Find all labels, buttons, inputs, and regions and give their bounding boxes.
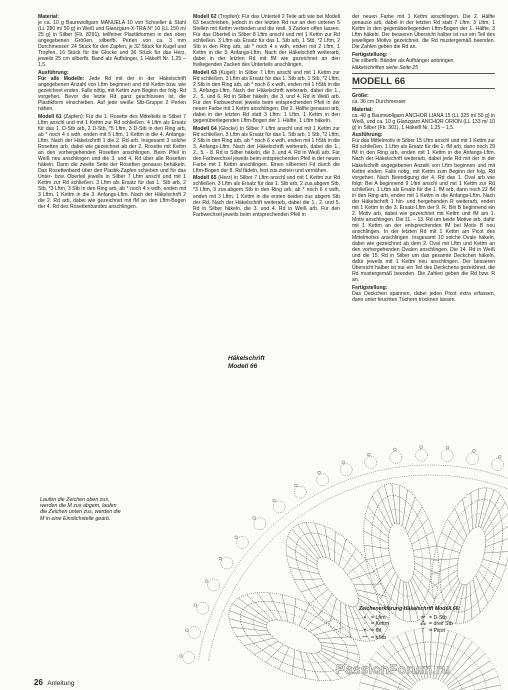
oval-stitch	[365, 514, 389, 541]
edge-picot	[342, 461, 345, 464]
oval-stitch	[347, 560, 366, 575]
oval-stitch	[237, 622, 271, 649]
fuer-alle-text: Jede Rd mit der in der Häkelschrift angegebenen Anzahl von Lftm beginnen und mit Kettm bzw. wie gezeichnet enden. Falls nötig, mit Kettm zum Beginn der folg. Rd vorgehen. Bevor die letzte Rd ganz geschlossen ist, die Plastikform einschieben. Auf jede weiße Stb-Gruppe 2 Perlen nähen.	[38, 75, 186, 113]
fertigstellung66-heading: Fertigstellung:	[352, 284, 388, 291]
oval-stitch	[305, 523, 336, 558]
fertigstellung-text: Die silberfb. Bänder als Aufhänger anbringen.	[352, 57, 455, 64]
modell61-heading: Modell 61	[38, 113, 62, 120]
oval-stitch	[329, 539, 356, 565]
oval-stitch	[286, 599, 303, 624]
oval-stitch	[485, 508, 508, 541]
chart-label	[228, 355, 265, 370]
symbol-legend	[359, 606, 499, 642]
groesse-text: ca. 36 cm Durchmesser	[352, 99, 406, 106]
edge-scallop	[415, 449, 427, 461]
edge-scallop	[365, 456, 377, 468]
oval-stitch	[432, 565, 457, 593]
edge-picot	[205, 580, 208, 583]
chart-label-line2: Modell 66	[228, 362, 258, 370]
edge-picot	[219, 557, 222, 560]
motif-ring	[408, 678, 452, 690]
picot-icon: ᛉ	[421, 628, 425, 635]
edge-scallop	[390, 451, 402, 463]
oval-stitch	[299, 604, 309, 626]
oval-stitch	[261, 593, 291, 621]
oval-stitch	[414, 552, 439, 565]
oval-stitch	[389, 484, 399, 524]
oval-stitch	[368, 503, 389, 535]
oval-stitch	[298, 653, 328, 681]
oval-round	[310, 551, 366, 613]
fertigstellung66-text: Das Deckchen spannen, dabei jeden Picot extra erfassen, dann unter feuchten Tüchern trocknen lassen.	[352, 290, 495, 303]
slip-stitch-icon: ◦	[363, 621, 367, 628]
motif-spoke	[451, 677, 498, 690]
oval-stitch	[413, 546, 437, 551]
legend-label: = Lftm	[371, 614, 386, 621]
oval-stitch	[285, 650, 302, 675]
modell63-text: (Kugel): In Silber 7 Lftm anschl und mit 1 Kettm zur Rd schließen. 3 Lftm als Ersatz für das 1. Stb arb, 1 Stb, *2 Lftm, 2 Stb in den Ring arb, ab * noch 6 x wdh, enden mit 1 hStb in die 3. Anfangs-Lftm. Nach der Häkelschrift weiterarb, dabei die 1., 2., 5. und 6. Rd in Silber häkeln, die 3. und 4. Rd in Weiß arb. Für den Farbwechsel jeweils beim entsprechenden Pfeil in der neuen Farbe mit 1 Kettm anschlingen. Die 2. Hälfte genauso arb, dabei in der letzten Rd statt 3 Lftm: 1 Lftm, 1 Kettm in den gegenüberliegenden Lftm-Bogen der 1. Hälfte, 1 Lftm häkeln.	[193, 69, 340, 125]
chart-label-line1: Häkelschrift	[228, 355, 265, 362]
oval-stitch	[414, 565, 438, 592]
edge-picot	[446, 446, 449, 449]
motif-spoke	[448, 661, 490, 688]
edge-picot	[194, 604, 197, 607]
oval-stitch	[229, 608, 266, 627]
oval-stitch	[242, 595, 278, 621]
oval-stitch	[484, 499, 505, 536]
oval-stitch	[376, 572, 400, 599]
legend-label: = D-Stb	[429, 614, 447, 621]
oval-stitch	[474, 571, 500, 593]
legend-item	[417, 614, 475, 621]
legend-label: = dreif Stb	[429, 621, 453, 628]
modell64-heading: Modell 64	[193, 125, 217, 132]
oval-stitch	[305, 607, 322, 632]
legend-label: = Picot	[429, 628, 446, 635]
chart-note: Laufen die Zeichen oben zus, werden die M zus abgem, laufen die Zeichen unten zus, werden die M in eine Einstichstelle gearb.	[40, 497, 121, 522]
oval-stitch	[266, 641, 283, 666]
legend-item	[359, 635, 417, 642]
legend-item	[359, 628, 417, 635]
oval-stitch	[364, 541, 389, 554]
oval-stitch	[231, 604, 268, 623]
modell64-text: (Glocke) In Silber 7 Lftm anschl und mit 1 Kettm zur Rd schließen. 3 Lftm als Ersatz für das 1. Stb arb, 1 Stb, *2 Lftm, 2 Stb in den Ring arb, ab * noch 6 x wdh, enden mit 1 hStb in die 3. Anfangs-Lftm. Nach der Häkelschrift weiterarb, dabei die 1., 2., 5. - 8. Rd in Silber häkeln, die 3. und 4. Rd in Weiß arb. Für den Farbwechsel jeweils beim entsprechenden Pfeil in der neuen Farbe mit 1 Kettm anschlingen. Einen silbernen Fd durch die Lftm-Bogen der 8. Rd fädeln, fest zus.ziehen und vernähen.	[193, 125, 340, 174]
modell61-text: (Zapfen): Für die 1. Rosette des Mittelteils in Silber 7 Lftm anschl und mit 1 Kettm zur Rd schließen. 4 Lftm als Ersatz für das 1. D-Stb arb, 2 D-Stb, *5 Lftm, 3 D-Stb in den Ring arb, ab * noch 4 x wdh, enden mit 5 Lftm, 1 Kettm in die 4. Anfangs-Lftm. Nach der Häkelschrift 1 die 2. Rd arb. Insgesamt 3 solche Rosetten arb, dabei wie gezeichnet ab der 2. Rosette mit Kettm an den vorhergehenden Rosetten anschlingen. Beim Pfeil in Weiß neu anschlingen und die 3. und 4. Rd über alle Rosetten häkeln. Dann die zweite Seite der Rosetten genauso behäkeln. Das Rosettenband über den Plastik-Zapfen schieben und für das Unter- bzw. Oberteil jeweils in Silber 7 Lftm anschl und mit 1 Kettm zur Rd schließen. 3 Lftm als Ersatz für das 1. Stb arb, 2 Stb, *3 Lftm, 3 Stb in den Ring arb, ab * noch 4 x wdh, enden mit 3 Lftm, 1 Kettm in die 3. Anfangs-Lftm. Nach der Häkelschrift 2 die 2. Rd arb, dabei wie gezeichnet mit fM an den Lftm-Bogen der 4. Rd des Rosettenbandes anschlingen.	[38, 113, 187, 211]
continuation-paragraph: der neuen Farbe mit 1 Kettm anschlingen. Die 2. Hälfte genauso arb, dabei in der letzten Rd statt 7 Lftm: 3 Lftm, 1 Kettm in den gegenüberliegenden Lftm-Bogen der 1. Hälfte, 3 Lftm häkeln. Der besseren Übersicht halber ist nur ein Teil des jeweiligen Motivs gezeichnet, die Rd mustergemäß beenden. Die Zahlen geben die Rd an.	[352, 14, 495, 51]
edge-picot	[253, 517, 256, 520]
footer-section: Anleitung	[47, 680, 75, 687]
ausfuehrung-heading: Ausführung:	[38, 69, 69, 76]
oval-stitch	[484, 545, 508, 559]
oval-round	[384, 521, 419, 584]
oval-round	[373, 506, 429, 600]
oval-stitch	[279, 647, 289, 669]
oval-stitch	[320, 531, 350, 561]
oval-stitch	[396, 490, 414, 526]
oval-stitch	[483, 559, 506, 566]
edge-scallop	[294, 486, 306, 498]
treble-crochet-icon: ╪	[420, 614, 426, 621]
legend-column-right	[417, 614, 475, 641]
oval-stitch	[319, 598, 346, 624]
oval-stitch	[432, 558, 458, 580]
material66-heading: Material:	[352, 106, 373, 113]
modell65-heading: Modell 65	[193, 175, 217, 182]
edge-picot	[393, 448, 396, 451]
oval-stitch	[476, 488, 489, 527]
edge-picot	[185, 629, 188, 632]
modell62-text: (Tropfen): Für das Unterteil 2 Teile arb wie bei Modell 63 beschrieben, jedoch in der letzten Rd nur an den unteren 5 Stellen mit Kettm verbinden und die restl. 3 Zacken offen lassen. Für das Oberteil in Silber 8 Lftm anschl und mit 1 Kettm zur Rd schließen. 3 Lftm als Ersatz für das 1. Stb arb, 1 Stb, *2 Lftm, 2 Stb in den Ring arb, ab * noch 4 x wdh, enden mit 2 Lftm, 1 Kettm in die 3. Anfangs-Lftm. Nach der Häkelschrift weiterarb, dabei in der letzten Rd mit fM wie gezeichnet an den freiliegenden Zacken des Unterteils anschlingen.	[193, 14, 340, 69]
edge-scallop	[208, 579, 220, 591]
oval-stitch	[485, 531, 508, 553]
material66-text: ca. 40 g Baumwollgarn ANCHOR LIANA 15 (LL 325 m/ 50 g) in Weiß, und ca. 10 g Glanzgarn ANCHOR ORION (LL 133 m/ 10 g) in Silber (Fb. 301), 1 Häkelfl Nr. 1,25 – 1,5.	[352, 112, 495, 131]
oval-stitch	[479, 565, 504, 579]
edge-scallop	[340, 464, 352, 476]
oval-stitch	[289, 555, 319, 585]
ausfuehrung66-text: Für das Mittelmotiv in Silber 15 Lftm anschl und mit 1 Kettm zur Rd schließen. 1 Lftm als Ersatz für die 1. fM arb, dann noch 29 fM in den Ring arb, enden mit 1 Kettm in die Anfangs-Lftm. Nach der Häkelschrift weiterarb, dabei jede Rd mit der in der Häkelschrift angegebenen Anzahl von Lftm beginnen und mit Kettm enden. Falls nötig, mit Kettm zum Beginn der folg. Rd vorgehen. Nach Beendigung der 4. Rd das 1. Oval arb wie folgt: Bei A beginnend 9 Lftm anschl und mit 1 Kettm zur Rd schließen. 1 Lftm als Ersatz für die 1. fM arb, dann noch 22 fM in den Ring arb, enden mit 1 Kettm in die Anfangs-Lftm. Nach der Häkelschrift 1 hin- und hergehenden R weiterarb, enden mit 1 Kettm in die 3. Ersatz-Lftm der 9. R. Bei B beginnend ein 2. Motiv arb, dabei wie gezeichnet mit Kettm und fM am 1. Motiv anschlingen. Die 11. – 13. Rd um beide Motive arb, dafür mit 1 Kettm an der entsprechenden fM bei Motiv B neu anschlingen. In der letzten Rd mit 1 Kettm am Picot des Mittelmotivs anschlingen. Insgesamt 10 solche Ovale häkeln, dabei wie gezeichnet ab dem 2. Oval mit Lftm und Kettm an den vorhergehenden Ovalen anschlingen. Die 14. Rd in Weiß und die 15. Rd in Silber um das gesamte Deckchen häkeln, dafür jeweils mit 1 Kettm neu anschlingen. Der besseren Übersicht halber ist nur ein Teil des Deckchens gezeichnet, die Rd mustergemäß beenden. Die Zahlen geben die Rd bzw. R an.	[352, 138, 495, 284]
legend-label: = hStb	[371, 634, 387, 641]
edge-scallop	[317, 474, 329, 486]
oval-stitch	[304, 653, 338, 680]
edge-picot	[235, 536, 238, 539]
oval-round	[363, 490, 440, 615]
oval-stitch	[338, 549, 362, 570]
half-double-icon: ꟷ	[362, 634, 368, 641]
edge-picot	[273, 499, 276, 502]
edge-picot	[179, 655, 182, 658]
fertigstellung-heading: Fertigstellung:	[352, 51, 388, 58]
oval-round	[452, 524, 492, 588]
material-heading: Material:	[38, 14, 59, 20]
oval-stitch	[364, 527, 389, 547]
oval-stitch	[439, 532, 464, 546]
oval-stitch	[443, 519, 469, 541]
oval-stitch	[410, 532, 435, 545]
fuer-alle-heading: Für alle Modelle:	[38, 75, 85, 82]
oval-stitch	[309, 589, 328, 604]
triple-treble-icon: ⁂	[420, 621, 426, 628]
oval-stitch	[244, 628, 274, 656]
oval-stitch	[294, 566, 321, 592]
edge-scallop	[441, 450, 453, 462]
oval-stitch	[469, 489, 487, 528]
edge-picot	[420, 446, 423, 449]
edge-picot	[473, 449, 476, 452]
edge-scallop	[183, 651, 195, 663]
legend-label: = Kettm	[371, 621, 390, 628]
edge-scallop	[492, 458, 504, 470]
ausfuehrung66-heading: Ausführung:	[352, 132, 383, 139]
oval-stitch	[368, 561, 393, 574]
chain-stitch-icon: ▪	[363, 614, 367, 621]
edge-scallop	[197, 602, 209, 614]
edge-scallop	[467, 453, 479, 465]
edge-scallop	[254, 518, 266, 530]
edge-picot	[367, 453, 370, 456]
oval-stitch	[314, 594, 338, 615]
legend-title: Zeichenerklärung Häkelschrift Modell 66:	[359, 606, 461, 612]
oval-stitch	[254, 635, 278, 662]
legend-label: = fM	[371, 628, 382, 635]
material-text: je ca. 10 g Baumwollgarn MANUELA 10 von Schoeller & Stahl (LL 280 m/ 50 g) in Weiß und Glanzgarn-X-TRA N° 10 (LL 150 m/ 25 g) in Silber (Fb. 8291), teilfeiner Plastikformen in den oben angegebenen Größen, silberfb. Perlen von ca. 3 mm Durchmesser: 24 Stück für den Zapfen, je 32 Stück für Kugel und Tropfen, 16 Stück für die Glocke und 36 Stück für das Herz, jeweils 25 cm silberfb. Band als Aufhänger, 1 Häkelfl Nr. 1,25 – 1,5.	[38, 20, 186, 69]
legend-column-left	[359, 614, 417, 641]
legend-item	[359, 621, 417, 628]
oval-stitch	[286, 538, 317, 573]
edge-scallop	[273, 501, 285, 513]
edge-picot	[498, 455, 501, 458]
oval-stitch	[366, 555, 390, 560]
oval-round	[262, 613, 327, 660]
modell63-heading: Modell 63	[193, 69, 217, 76]
legend-item	[359, 614, 417, 621]
legend-item	[417, 628, 475, 635]
edge-picot	[318, 471, 321, 474]
single-crochet-icon: +	[363, 628, 367, 635]
oval-stitch	[351, 565, 375, 586]
oval-stitch	[292, 528, 318, 561]
haekelschrift-reference: Häkelschriften siehe Seite 25	[352, 65, 418, 72]
modell62-heading: Modell 62	[193, 14, 217, 20]
oval-stitch	[314, 618, 344, 646]
oval-stitch	[433, 552, 458, 566]
oval-stitch	[481, 489, 494, 528]
oval-stitch	[321, 639, 359, 662]
motif-spoke	[447, 654, 485, 686]
oval-round	[246, 600, 343, 673]
edge-scallop	[221, 557, 233, 569]
page-footer	[34, 678, 74, 687]
oval-stitch	[414, 558, 439, 578]
oval-stitch	[483, 493, 501, 532]
modell65-text: (Herz) in Silber 7 Lftm anschl und mit 1 Kettm zur Rd schließen. 3 Lftm als Ersatz für das 1. Stb arb, 2 zus.abgem Stb, *3 Lftm, 3 zus.abgem Stb in den Ring arb, ab * noch 6 x wdh, enden mit 3 Lftm, 1 Kettm in die ersten beiden zus abgem Stb der Rd. Nach der Häkelschrift weiterarb, dabei die 1., 2. und 5. Rd in Silber häkeln, die 3. und 4. Rd in Weiß arb. Für den Farbwechsel jeweils beim entsprechenden Pfeil in	[193, 175, 341, 218]
legend-item	[417, 621, 475, 628]
edge-scallop	[236, 537, 248, 549]
oval-stitch	[312, 526, 343, 559]
oval-stitch	[229, 612, 267, 635]
edge-picot	[295, 484, 298, 487]
oval-round	[440, 508, 503, 604]
watermark-logo: PassionForum.ru	[336, 662, 451, 677]
oval-round	[428, 492, 508, 619]
model-66-title: MODELL 66	[352, 73, 495, 89]
groesse-heading: Größe:	[352, 93, 369, 100]
oval-stitch	[437, 546, 460, 553]
edge-scallop	[188, 626, 200, 638]
page-number: 26	[34, 678, 43, 687]
